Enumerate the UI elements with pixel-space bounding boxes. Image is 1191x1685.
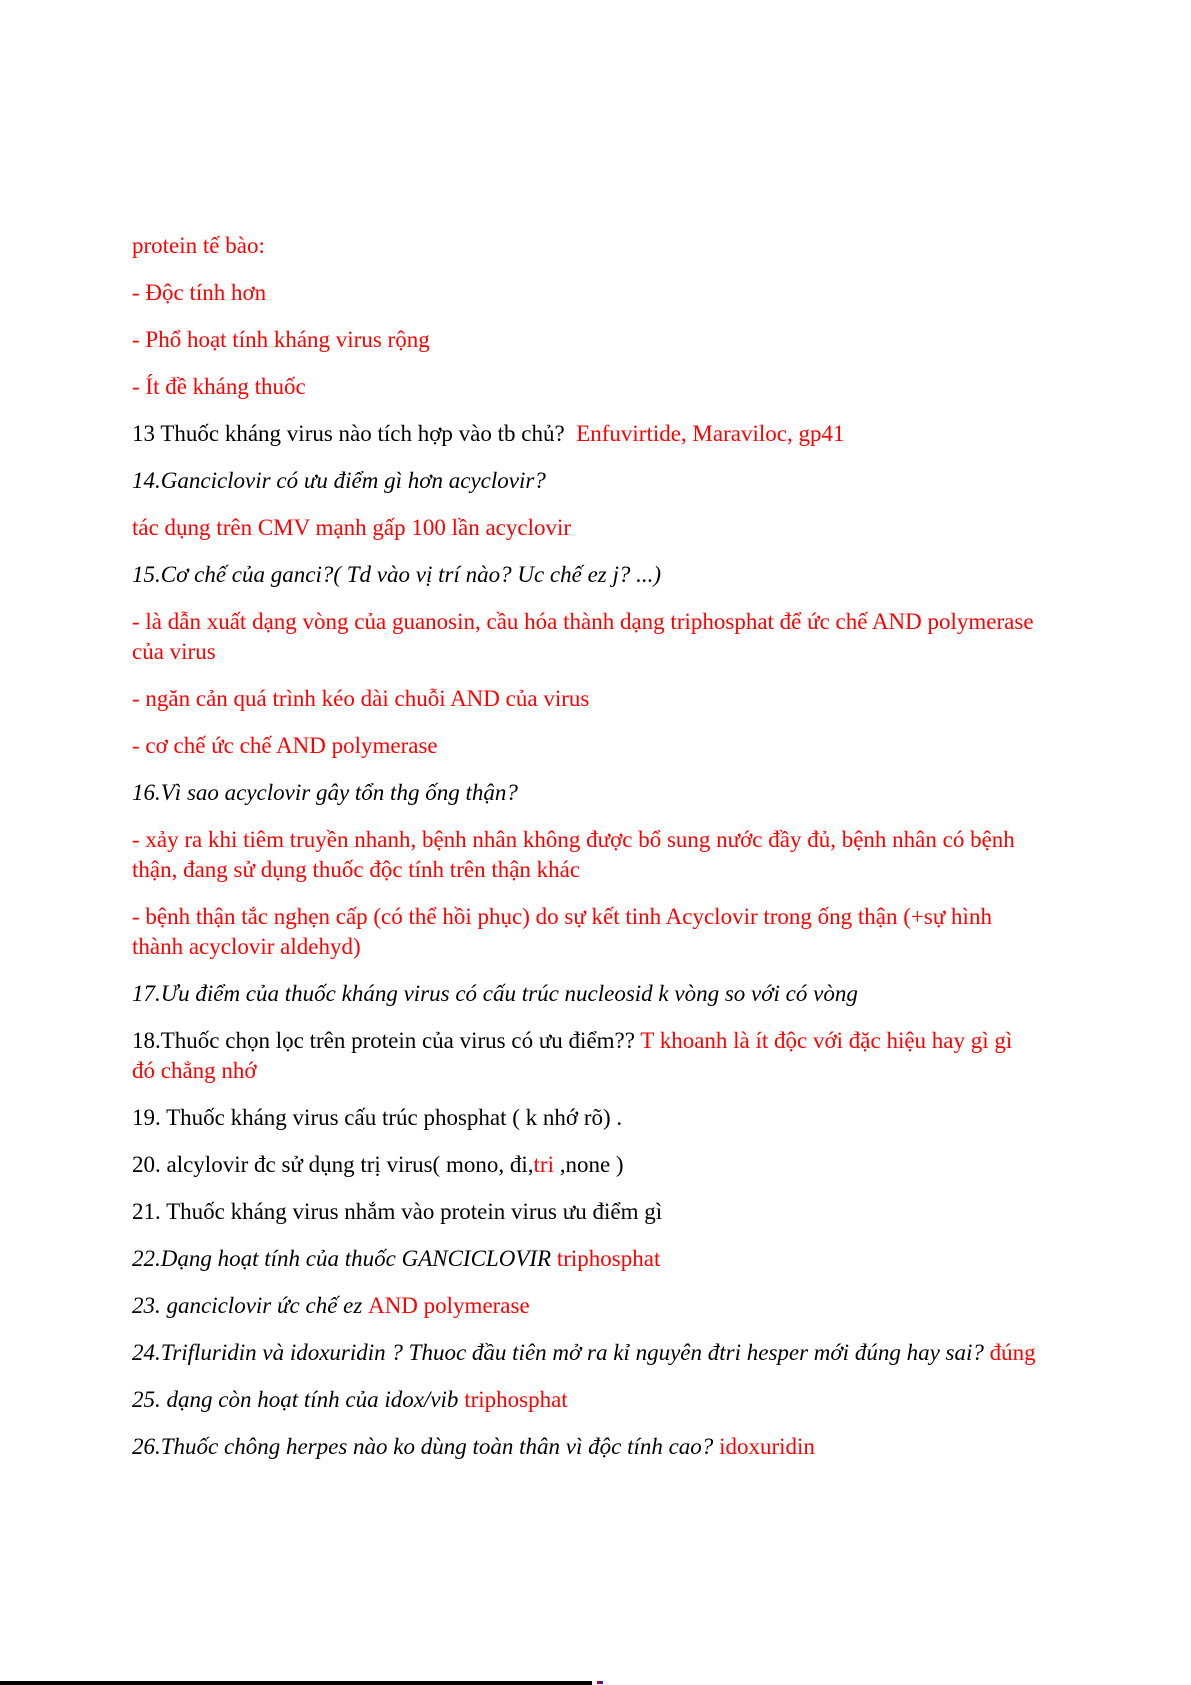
answer-15-bullet-2: [132, 684, 1036, 714]
text-segment: - Phổ hoạt tính kháng virus rộng: [132, 327, 430, 352]
question-15: [132, 560, 1036, 590]
question-13: [132, 419, 1036, 449]
text-segment: - ngăn cản quá trình kéo dài chuỗi AND của virus: [132, 686, 590, 711]
answer-15-bullet-1: [132, 607, 1036, 667]
text-segment: Enfuvirtide, Maraviloc, gp41: [576, 421, 845, 446]
text-segment: 16.Vì sao acyclovir gây tổn thg ống thận?: [132, 780, 518, 805]
text-segment: 15.Cơ chế của ganci?( Td vào vị trí nào? Uc chế ez j? ...): [132, 562, 662, 587]
note-protein-cell: [132, 231, 1036, 261]
text-segment: 13 Thuốc kháng virus nào tích hợp vào tb chủ?: [132, 421, 577, 446]
text-segment: triphosphat: [556, 1246, 661, 1271]
document-text-block: [132, 231, 1036, 1479]
text-segment: 19. Thuốc kháng virus cấu trúc phosphat ( k nhớ rõ) .: [132, 1105, 623, 1130]
answer-16-bullet-1: [132, 825, 1036, 885]
note-toxicity: [132, 278, 1036, 308]
question-24: [132, 1338, 1036, 1368]
answer-16-bullet-2: [132, 902, 1036, 962]
text-segment: 17.Ưu điểm của thuốc kháng virus có cấu trúc nucleosid k vòng so với có vòng: [132, 981, 858, 1006]
answer-15-bullet-3: [132, 731, 1036, 761]
question-19: [132, 1103, 1036, 1133]
question-18: [132, 1026, 1036, 1086]
text-segment: 18.Thuốc chọn lọc trên protein của virus có ưu điểm??: [132, 1028, 641, 1053]
text-segment: idoxuridin: [713, 1434, 815, 1459]
text-segment: - cơ chế ức chế AND polymerase: [132, 733, 438, 758]
question-26: [132, 1432, 1036, 1462]
question-25: [132, 1385, 1036, 1415]
text-segment: tác dụng trên CMV mạnh gấp 100 lần acyclovir: [132, 515, 572, 540]
question-23: [132, 1291, 1036, 1321]
question-17: [132, 979, 1036, 1009]
text-segment: - xảy ra khi tiêm truyền nhanh, bệnh nhân không được bổ sung nước đầy đủ, bệnh nhân có bệnh thận, đang sử dụng thuốc độc tính trên thận khác: [132, 827, 1015, 882]
text-segment: 20. alcylovir đc sử dụng trị virus( mono, đi,: [132, 1152, 534, 1177]
text-segment: protein tế bào:: [132, 233, 265, 258]
text-segment: - Ít đề kháng thuốc: [132, 374, 306, 399]
text-segment: - là dẫn xuất dạng vòng của guanosin, cầu hóa thành dạng triphosphat để ức chế AND polymerase của virus: [132, 609, 1034, 664]
note-resistance: [132, 372, 1036, 402]
question-16: [132, 778, 1036, 808]
text-segment: 22.Dạng hoạt tính của thuốc GANCICLOVIR: [132, 1246, 557, 1271]
text-segment: ,none ): [553, 1152, 624, 1177]
answer-14: [132, 513, 1036, 543]
text-segment: AND polymerase: [368, 1293, 530, 1318]
text-segment: tri: [533, 1152, 554, 1177]
question-21: [132, 1197, 1036, 1227]
bottom-horizontal-rule: [0, 1681, 592, 1685]
question-20: [132, 1150, 1036, 1180]
text-segment: 25. dạng còn hoạt tính của idox/vib: [132, 1387, 465, 1412]
question-14: [132, 466, 1036, 496]
note-spectrum: [132, 325, 1036, 355]
text-segment: 26.Thuốc chông herpes nào ko dùng toàn thân vì độc tính cao?: [132, 1434, 714, 1459]
text-segment: triphosphat: [464, 1387, 568, 1412]
text-segment: đúng: [989, 1340, 1036, 1365]
text-segment: 14.Ganciclovir có ưu điểm gì hơn acyclovir?: [132, 468, 546, 493]
question-22: [132, 1244, 1036, 1274]
text-segment: 24.Trifluridin và idoxuridin ? Thuoc đầu tiên mở ra kỉ nguyên đtri hesper mới đúng hay sai?: [132, 1340, 990, 1365]
text-segment: - bệnh thận tắc nghẹn cấp (có thể hồi phục) do sự kết tinh Acyclovir trong ống thận (+sự hình thành acyclovir aldehyd): [132, 904, 992, 959]
text-segment: T khoanh là ít độc với đặc hiệu hay gì gì đó chẳng nhớ: [132, 1028, 1013, 1083]
text-segment: 23. ganciclovir ức chế ez: [132, 1293, 369, 1318]
cutoff-text-mark: [600, 1681, 603, 1684]
text-segment: 21. Thuốc kháng virus nhắm vào protein virus ưu điểm gì: [132, 1199, 663, 1224]
text-segment: - Độc tính hơn: [132, 280, 267, 305]
